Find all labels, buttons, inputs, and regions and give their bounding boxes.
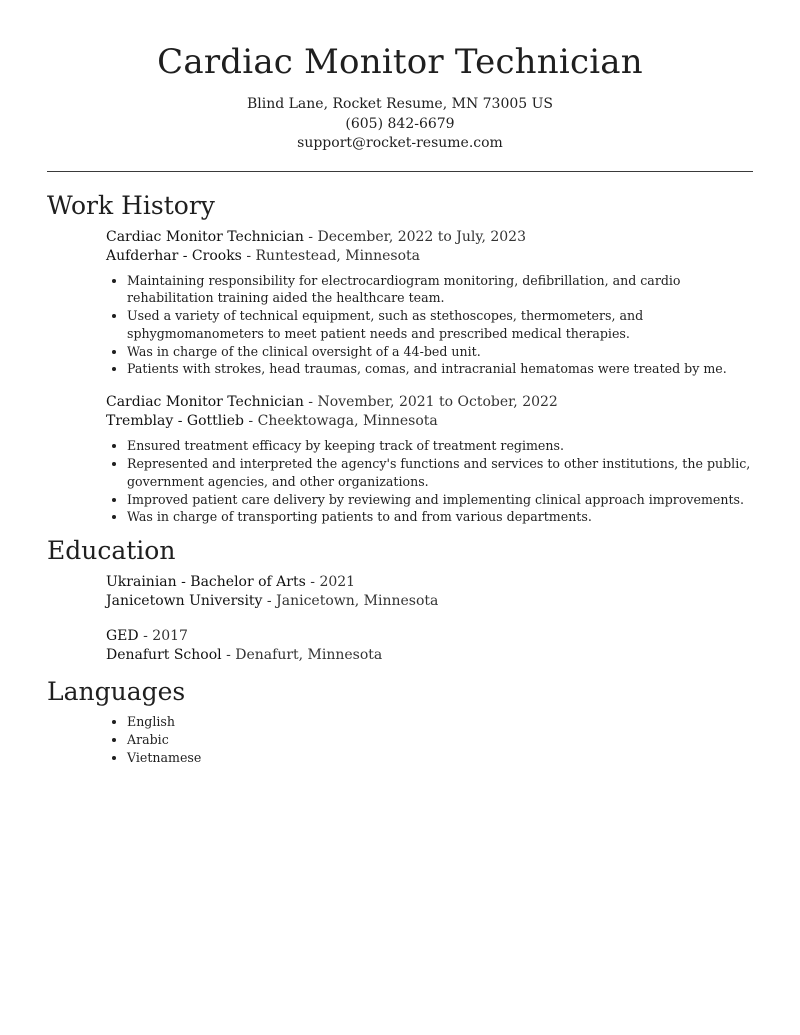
list-item: • Patients with strokes, head traumas, comas, and intracranial hematomas were treated by me.: [127, 360, 753, 378]
education-year: 2021: [319, 574, 356, 591]
contact-email: support@rocket-resume.com: [297, 135, 503, 151]
education-year: 2017: [152, 628, 188, 645]
work-employer: Aufderhar - Crooks: [106, 247, 242, 264]
separator: -: [262, 593, 277, 610]
separator: -: [303, 228, 318, 245]
work-role: Cardiac Monitor Technician: [106, 228, 304, 245]
education-school: Denafurt School: [106, 647, 222, 664]
separator: -: [243, 413, 258, 430]
section-title-education: Education: [47, 536, 176, 566]
list-item: • Was in charge of the clinical oversight of a 44-bed unit.: [127, 343, 753, 361]
separator: -: [221, 647, 236, 664]
work-entry: [106, 228, 753, 379]
work-entry-title-line: [106, 228, 753, 247]
list-item: • Ensured treatment efficacy by keeping track of treatment regimens.: [127, 437, 753, 455]
contact-address: Blind Lane, Rocket Resume, MN 73005 US: [246, 96, 554, 112]
separator: -: [305, 574, 320, 591]
work-dates: December, 2022 to July, 2023: [317, 228, 526, 245]
work-bullets: [106, 272, 753, 379]
education-degree: GED: [106, 628, 139, 645]
work-entry-employer-line: [106, 247, 753, 266]
section-title-languages: Languages: [47, 677, 186, 707]
work-entry-title-line: [106, 393, 753, 412]
contact-block: [47, 95, 753, 154]
education-degree-line: [106, 627, 753, 646]
education-degree: Ukrainian - Bachelor of Arts: [106, 574, 306, 591]
work-location: Cheektowaga, Minnesota: [257, 413, 438, 430]
list-item: • Vietnamese: [127, 749, 753, 767]
work-location: Runtestead, Minnesota: [255, 247, 421, 264]
separator: -: [138, 628, 153, 645]
work-role: Cardiac Monitor Technician: [106, 394, 304, 411]
contact-phone: (605) 842-6679: [345, 115, 455, 132]
education-location: Janicetown, Minnesota: [276, 593, 439, 610]
list-item: • Used a variety of technical equipment, such as stethoscopes, thermometers, and sphygmomanometers to meet patient needs and prescribed medical therapies.: [127, 307, 753, 343]
work-employer: Tremblay - Gottlieb: [106, 413, 244, 430]
education-school-line: [106, 592, 753, 611]
header-divider: [47, 171, 753, 172]
list-item: • English: [127, 713, 753, 731]
education-degree-line: [106, 573, 753, 592]
resume-name: Cardiac Monitor Technician: [157, 42, 643, 82]
list-item: • Maintaining responsibility for electrocardiogram monitoring, defibrillation, and cardio rehabilitation training aided the healthcare team.: [127, 272, 753, 308]
work-bullets: [106, 437, 753, 526]
list-item: • Was in charge of transporting patients to and from various departments.: [127, 508, 753, 526]
work-entry-employer-line: [106, 412, 753, 431]
separator: -: [303, 394, 318, 411]
education-location: Denafurt, Minnesota: [235, 647, 383, 664]
education-school: Janicetown University: [106, 593, 263, 610]
education-entry: [106, 627, 753, 665]
languages-list: [106, 713, 753, 766]
separator: -: [241, 247, 256, 264]
work-entry: [106, 393, 753, 526]
work-dates: November, 2021 to October, 2022: [317, 394, 558, 411]
education-school-line: [106, 646, 753, 665]
education-entry: [106, 573, 753, 611]
section-title-work-history: Work History: [47, 190, 215, 220]
list-item: • Improved patient care delivery by reviewing and implementing clinical approach improvements.: [127, 491, 753, 509]
list-item: • Arabic: [127, 731, 753, 749]
list-item: • Represented and interpreted the agency's functions and services to other institutions, the public, government agencies, and other organizations.: [127, 455, 753, 491]
